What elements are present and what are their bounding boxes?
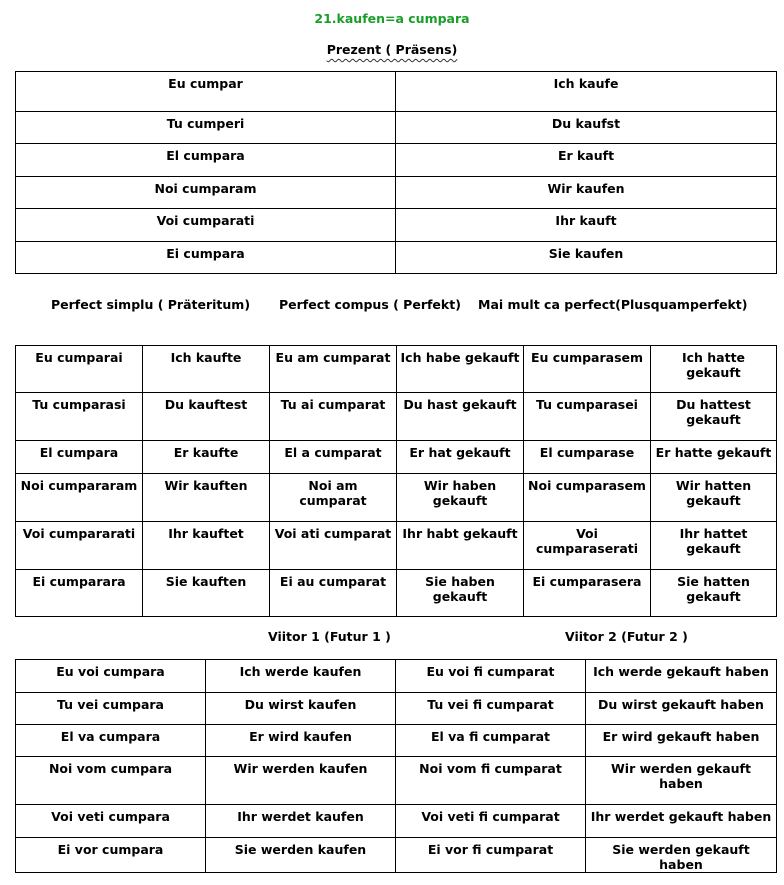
present-table-cell: Du kaufst [396,112,777,144]
future-table-cell: El va cumpara [16,725,206,757]
perfekt-heading: Perfect compus ( Perfekt) [279,297,461,312]
past-table-row [16,393,777,441]
past-table-cell: Ei cumparara [16,570,143,617]
present-table-row [16,177,777,209]
past-table-cell: Tu cumparasi [16,393,143,441]
future-table-cell: Tu vei fi cumparat [396,693,586,725]
document-title: 21.kaufen=a cumpara [314,11,470,26]
future-table-row [16,805,777,838]
future-table-cell: Du wirst gekauft haben [586,693,777,725]
past-table-cell: Du hast gekauft [397,393,524,441]
future-table-cell: Ihr werdet kaufen [206,805,396,838]
futur2-heading: Viitor 2 (Futur 2 ) [565,629,688,644]
future-table-cell: Voi veti fi cumparat [396,805,586,838]
present-table-row [16,242,777,274]
past-table-cell: Voi ati cumparat [270,522,397,570]
future-table-cell: Wir werden kaufen [206,757,396,805]
past-table [15,345,777,617]
future-table-cell: Ei vor cumpara [16,838,206,873]
future-table-cell: Sie werden kaufen [206,838,396,873]
present-table-cell: El cumpara [16,144,396,177]
present-heading [0,42,784,57]
future-table-cell: Er wird gekauft haben [586,725,777,757]
future-headings [0,629,784,647]
past-table-cell: Er kaufte [143,441,270,474]
past-table-cell: Tu ai cumparat [270,393,397,441]
present-table-row [16,144,777,177]
past-table-cell: Noi cumpararam [16,474,143,522]
past-table-cell: Noi cumparasem [524,474,651,522]
future-table-cell: Noi vom fi cumparat [396,757,586,805]
future-table-row [16,838,777,873]
past-table-cell: Ihr kauftet [143,522,270,570]
present-table-cell: Ihr kauft [396,209,777,242]
past-table-cell: Eu am cumparat [270,346,397,393]
future-table-cell: Ihr werdet gekauft haben [586,805,777,838]
future-table-cell: Du wirst kaufen [206,693,396,725]
future-table-cell: Wir werden gekauft haben [586,757,777,805]
past-table-cell: Eu cumparasem [524,346,651,393]
past-table-cell: Voi cumpararati [16,522,143,570]
past-table-cell: Voi cumparaserati [524,522,651,570]
future-table-cell: El va fi cumparat [396,725,586,757]
past-table-cell: El cumpara [16,441,143,474]
past-table-row [16,522,777,570]
present-table-cell: Ich kaufe [396,72,777,112]
past-table-cell: Ei cumparasera [524,570,651,617]
present-table-cell: Er kauft [396,144,777,177]
past-table-cell: Wir hatten gekauft [651,474,777,522]
future-table-cell: Er wird kaufen [206,725,396,757]
present-table-cell: Noi cumparam [16,177,396,209]
future-table-row [16,725,777,757]
preterit-heading: Perfect simplu ( Präteritum) [51,297,251,312]
past-table-row [16,346,777,393]
past-table-cell: El a cumparat [270,441,397,474]
past-table-cell: Wir kauften [143,474,270,522]
present-table-row [16,112,777,144]
past-table-cell: Wir haben gekauft [397,474,524,522]
future-table-cell: Noi vom cumpara [16,757,206,805]
present-table-cell: Ei cumpara [16,242,396,274]
future-table-row [16,693,777,725]
past-table-cell: Ihr habt gekauft [397,522,524,570]
past-table-cell: Tu cumparasei [524,393,651,441]
present-table-cell: Wir kaufen [396,177,777,209]
future-table-cell: Ei vor fi cumparat [396,838,586,873]
past-table-cell: Er hat gekauft [397,441,524,474]
present-table-cell: Tu cumperi [16,112,396,144]
present-table-cell: Eu cumpar [16,72,396,112]
present-table-row [16,72,777,112]
past-table-cell: Ich kaufte [143,346,270,393]
future-table-cell: Voi veti cumpara [16,805,206,838]
past-table-cell: Sie haben gekauft [397,570,524,617]
past-headings [0,297,784,315]
past-table-cell: Ihr hattet gekauft [651,522,777,570]
future-table [15,659,777,873]
past-table-cell: Du kauftest [143,393,270,441]
past-table-cell: Ei au cumparat [270,570,397,617]
past-table-cell: Noi am cumparat [270,474,397,522]
present-table-cell: Voi cumparati [16,209,396,242]
present-table-row [16,209,777,242]
future-table-row [16,757,777,805]
past-table-cell: Sie kauften [143,570,270,617]
past-table-cell: El cumparase [524,441,651,474]
future-table-cell: Eu voi fi cumparat [396,660,586,693]
plusquamperfekt-heading: Mai mult ca perfect(Plusquamperfekt) [478,297,748,312]
past-table-row [16,474,777,522]
past-table-row [16,441,777,474]
past-table-row [16,570,777,617]
present-heading-text: Prezent ( Präsens) [326,42,458,57]
past-table-cell: Ich habe gekauft [397,346,524,393]
future-table-cell: Sie werden gekauft haben [586,838,777,873]
future-table-row [16,660,777,693]
past-table-cell: Eu cumparai [16,346,143,393]
past-table-cell: Ich hatte gekauft [651,346,777,393]
future-table-cell: Ich werde gekauft haben [586,660,777,693]
present-table-cell: Sie kaufen [396,242,777,274]
past-table-cell: Du hattest gekauft [651,393,777,441]
present-table [15,71,777,274]
future-table-cell: Tu vei cumpara [16,693,206,725]
future-table-cell: Ich werde kaufen [206,660,396,693]
past-table-cell: Er hatte gekauft [651,441,777,474]
past-table-cell: Sie hatten gekauft [651,570,777,617]
future-table-cell: Eu voi cumpara [16,660,206,693]
futur1-heading: Viitor 1 (Futur 1 ) [268,629,391,644]
